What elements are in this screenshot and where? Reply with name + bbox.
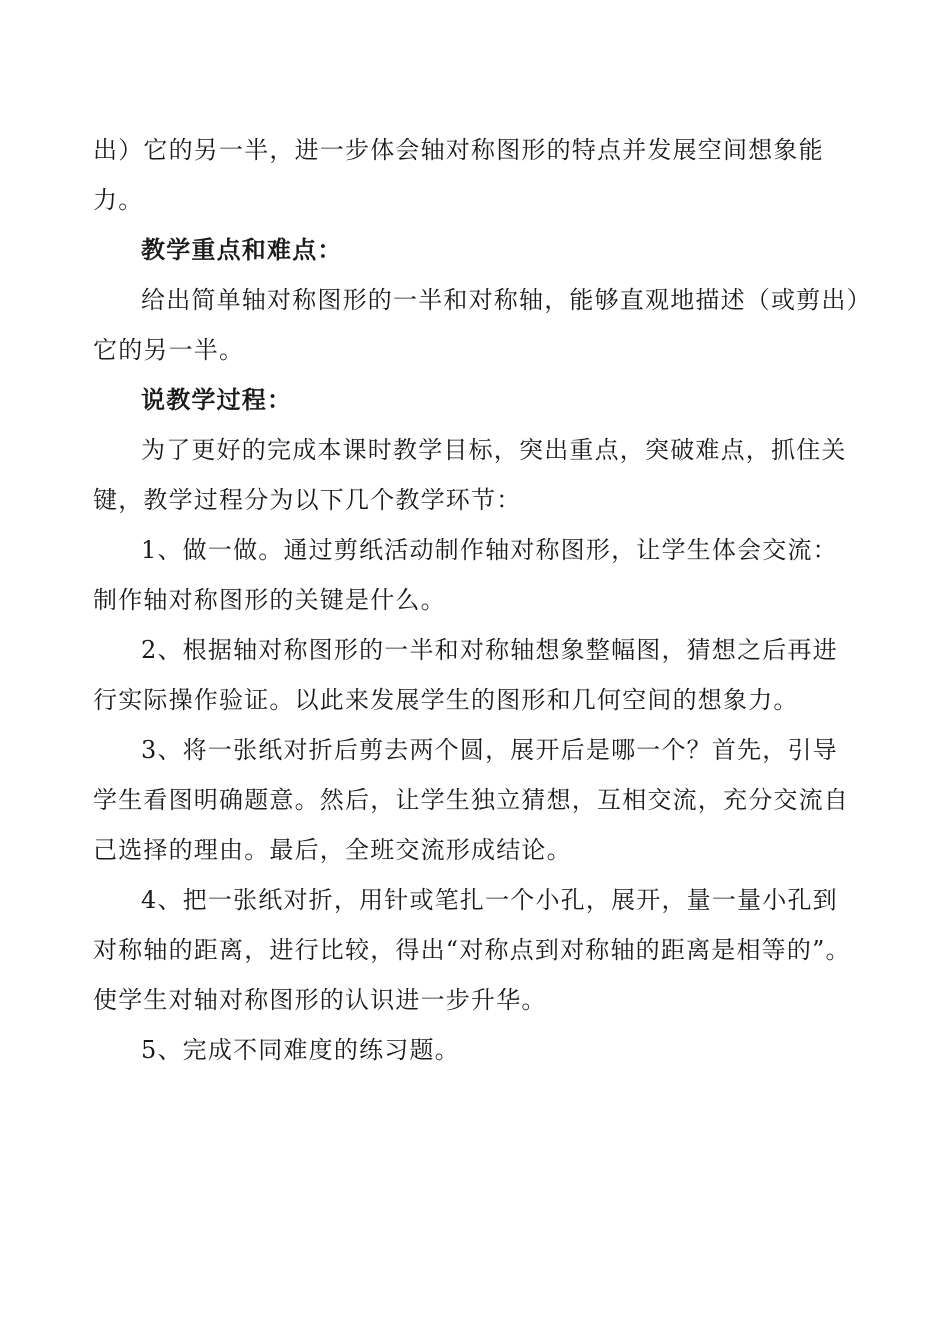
paragraph-continuation: 出）它的另一半，进一步体会轴对称图形的特点并发展空间想象能力。 [93,136,824,214]
heading-key-points: 教学重点和难点： [141,236,343,264]
heading-teaching-process: 说教学过程： [141,386,293,414]
list-item-step-2: 2、根据轴对称图形的一半和对称轴想象整幅图，猜想之后再进行实际操作验证。以此来发展学生的图形和几何空间的想象力。 [93,636,838,714]
list-item-step-3: 3、将一张纸对折后剪去两个圆，展开后是哪一个？首先，引导学生看图明确题意。然后，让学生独立猜想，互相交流，充分交流自己选择的理由。最后，全班交流形成结论。 [93,736,849,864]
list-item-step-4: 4、把一张纸对折，用针或笔扎一个小孔，展开，量一量小孔到对称轴的距离，进行比较，得出“对称点到对称轴的距离是相等的”。使学生对轴对称图形的认识进一步升华。 [93,886,851,1014]
document-body [93,125,861,1075]
paragraph-key-points: 给出简单轴对称图形的一半和对称轴，能够直观地描述（或剪出）它的另一半。 [93,286,860,364]
list-item-step-1: 1、做一做。通过剪纸活动制作轴对称图形，让学生体会交流：制作轴对称图形的关键是什么。 [93,536,838,614]
list-item-step-5: 5、完成不同难度的练习题。 [141,1036,460,1064]
paragraph-process-intro: 为了更好的完成本课时教学目标，突出重点，突破难点，抓住关键，教学过程分为以下几个教学环节： [93,436,847,514]
